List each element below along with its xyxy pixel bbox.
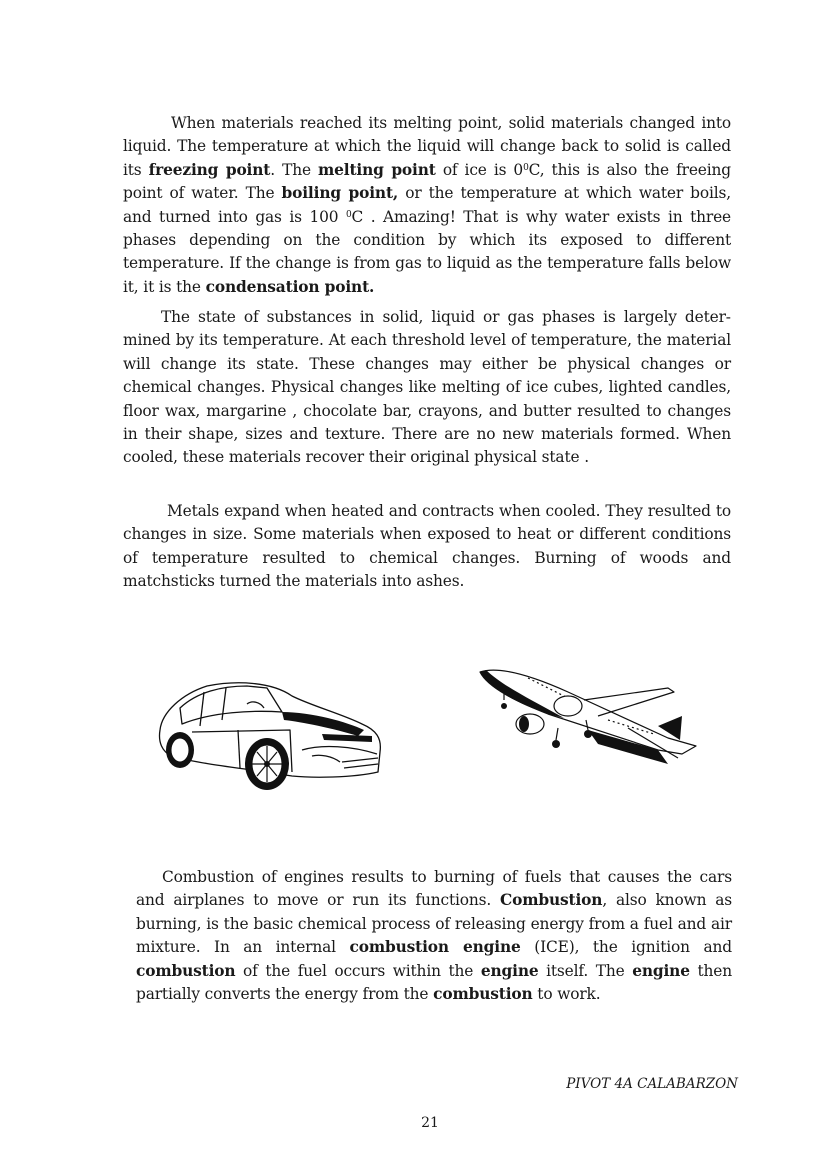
bold-term: combustion — [433, 985, 533, 1004]
paragraph-combustion — [136, 866, 732, 1006]
text-run: of ice is 0 — [435, 160, 524, 179]
airplane-illustration — [468, 658, 704, 774]
bold-term: engine — [632, 961, 690, 980]
bold-term: combustion — [136, 961, 236, 980]
text-run: . The — [270, 160, 318, 179]
text-run: of the fuel occurs within the — [235, 961, 481, 980]
bold-term: engine — [480, 961, 539, 980]
text-run: itself. The — [538, 961, 633, 980]
superscript: 0 — [523, 162, 529, 173]
text-run: Combustion of engines results to burning of fuels that causes the cars and airplanes to move or run its functions. — [136, 868, 732, 910]
text-run: then partially converts the energy from the — [136, 961, 732, 1004]
text-run: The state of substances in solid, liquid or gas phases is largely determined by its temperature. At each threshold level of temperature, the material will change its state. These changes may either be physical changes or chemical changes. Physical changes like melting of ice cubes, lighted candles, floor wax, margarine , chocolate bar, crayons, and butter resulted to changes in their shape, sizes and texture. There are no new materials formed. When cooled, these materials recover their original physical state . — [123, 308, 731, 467]
bold-term: boiling point, — [281, 184, 399, 203]
paragraph-state-of-substances — [123, 306, 731, 470]
bold-term: freezing point — [148, 160, 271, 179]
paragraph-phase-change-points — [123, 112, 731, 299]
text-run: C, this is also the freeing point of water. The — [123, 160, 731, 203]
car-illustration — [152, 672, 388, 792]
bold-term: Combustion — [500, 891, 603, 910]
footer-source: PIVOT 4A CALABARZON — [566, 1076, 738, 1092]
text-run: (ICE), the ignition and — [520, 938, 732, 957]
text-run: When materials reached its melting point, solid materials changed into liquid. The temperature at which the liquid will change back to solid is called its — [123, 114, 731, 179]
page-number: 21 — [421, 1115, 439, 1131]
text-run: or the temperature at which water boils, and turned into gas is 100 — [123, 184, 731, 226]
paragraph-metals-expansion — [123, 500, 731, 594]
text-run: Metals expand when heated and contracts when cooled. They resulted to changes in size. Some materials when exposed to heat or different conditions of temperature resulted to chemical changes. Burning of woods and matchsticks turned the materials into ashes. — [123, 502, 731, 591]
bold-term: condensation point. — [205, 277, 375, 296]
bold-term: melting point — [318, 160, 436, 179]
text-run: , also known as burning, is the basic chemical process of releasing energy from a fuel and air mixture. In an internal — [136, 891, 732, 957]
bold-term: combustion engine — [349, 938, 521, 957]
superscript: 0 — [345, 209, 352, 220]
text-run: to work. — [532, 985, 601, 1004]
text-run: C . Amazing! That is why water exists in three phases depending on the condition by which its exposed to different temperature. If the change is from gas to liquid as the temperature falls below it, it is the — [123, 207, 732, 296]
